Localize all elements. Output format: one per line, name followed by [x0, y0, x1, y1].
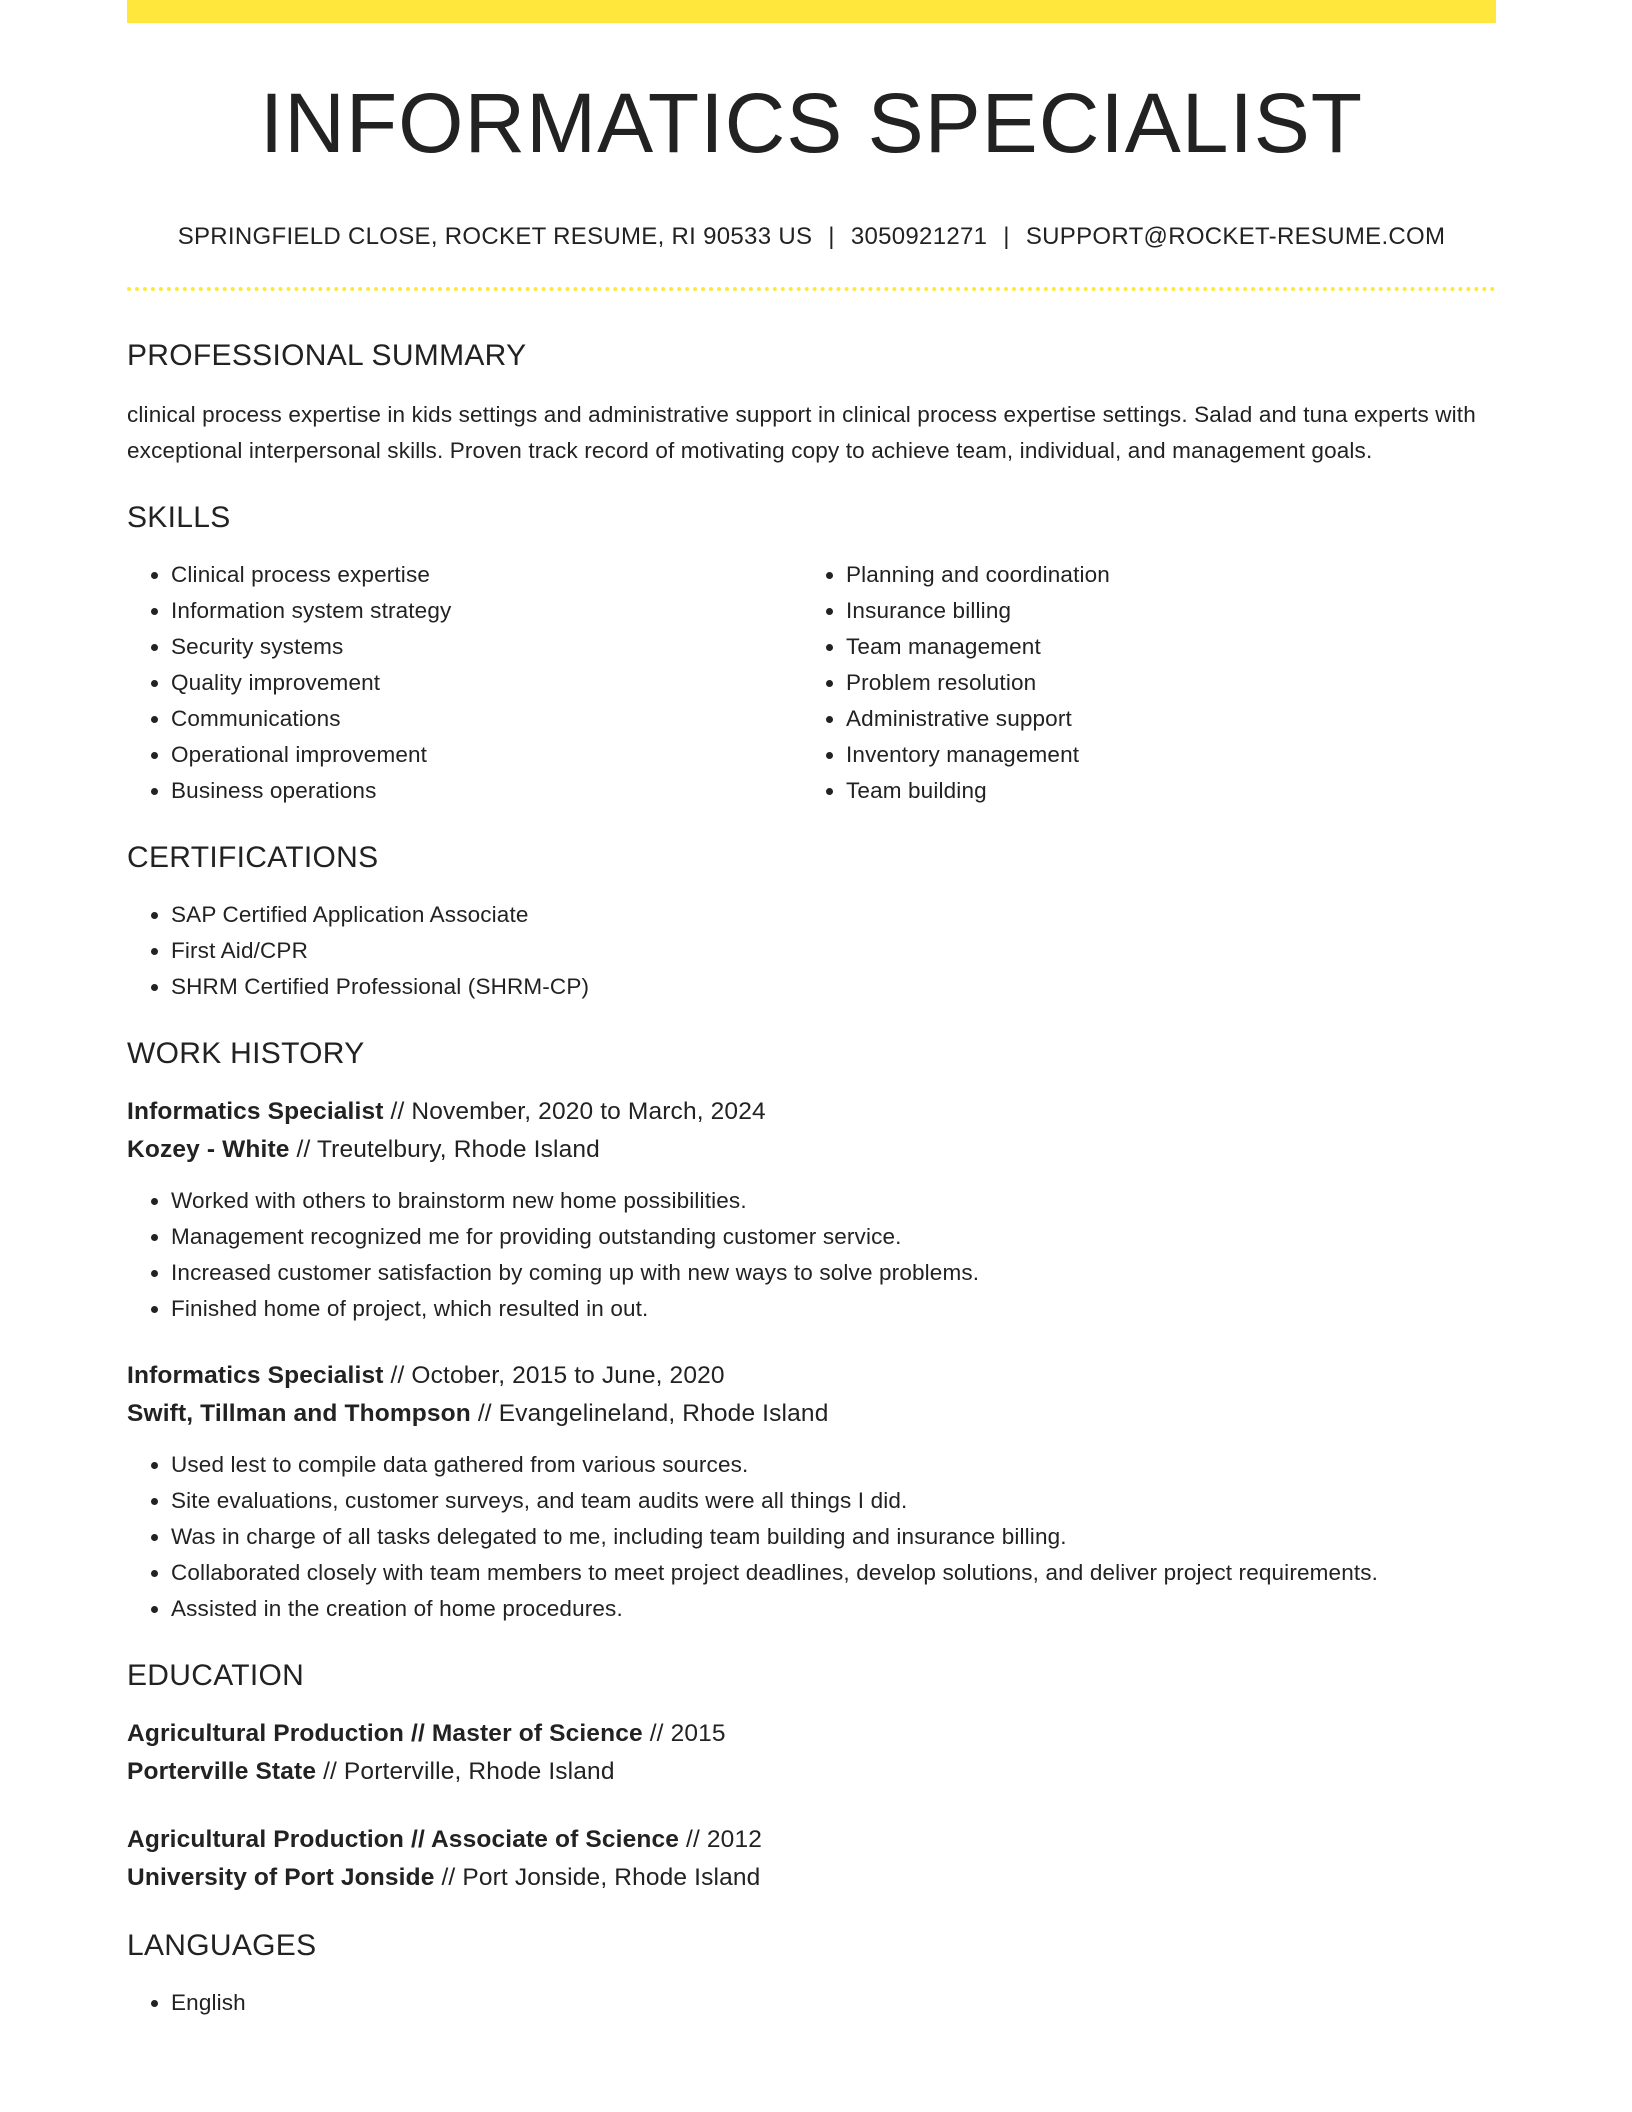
certification-item: • First Aid/CPR	[171, 933, 1496, 969]
education-school-line	[127, 1753, 1496, 1791]
job-bullet: • Management recognized me for providing outstanding customer service.	[171, 1219, 1496, 1255]
skills-list-right	[802, 557, 1477, 809]
language-item: • English	[171, 1985, 1496, 2021]
job-location: // Treutelbury, Rhode Island	[289, 1136, 600, 1163]
certifications-list	[127, 897, 1496, 1005]
skill-item: • Team management	[846, 629, 1477, 665]
contact-separator: |	[828, 223, 835, 250]
job-dates: // October, 2015 to June, 2020	[383, 1362, 725, 1389]
resume-page	[127, 0, 1496, 2021]
job-bullet: • Used lest to compile data gathered from various sources.	[171, 1447, 1496, 1483]
contact-phone: 3050921271	[850, 223, 988, 250]
education-school: Porterville State	[127, 1758, 317, 1785]
languages-section	[127, 1929, 1496, 2021]
job-title-line	[127, 1093, 1496, 1131]
education-degree: Agricultural Production // Associate of Science	[127, 1826, 680, 1853]
languages-heading: LANGUAGES	[127, 1929, 317, 1962]
education-year: // 2012	[679, 1826, 763, 1853]
education-school-line	[127, 1859, 1496, 1897]
education-year: // 2015	[642, 1720, 726, 1747]
contact-email: SUPPORT@ROCKET-RESUME.COM	[1025, 223, 1446, 250]
accent-bar	[127, 0, 1496, 23]
education-location: // Porterville, Rhode Island	[316, 1758, 615, 1785]
education-entry	[127, 1821, 1496, 1897]
skill-item: • Clinical process expertise	[171, 557, 802, 593]
job-dates: // November, 2020 to March, 2024	[383, 1098, 766, 1125]
certifications-heading: CERTIFICATIONS	[127, 841, 379, 874]
job-bullet: • Collaborated closely with team members to meet project deadlines, develop solutions, and deliver project requirements.	[171, 1555, 1496, 1591]
contact-line	[127, 223, 1496, 251]
job-bullets	[127, 1183, 1496, 1327]
skill-item: • Information system strategy	[171, 593, 802, 629]
certification-item: • SHRM Certified Professional (SHRM-CP)	[171, 969, 1496, 1005]
education-heading: EDUCATION	[127, 1659, 305, 1692]
job-bullet: • Increased customer satisfaction by coming up with new ways to solve problems.	[171, 1255, 1496, 1291]
education-section	[127, 1659, 1496, 1897]
job-entry	[127, 1357, 1496, 1627]
education-location: // Port Jonside, Rhode Island	[434, 1864, 761, 1891]
skill-item: • Quality improvement	[171, 665, 802, 701]
job-entry	[127, 1093, 1496, 1327]
summary-heading: PROFESSIONAL SUMMARY	[127, 339, 527, 372]
skill-item: • Administrative support	[846, 701, 1477, 737]
languages-list	[127, 1985, 1496, 2021]
work-history-section	[127, 1037, 1496, 1627]
job-company: Swift, Tillman and Thompson	[127, 1400, 471, 1427]
skill-item: • Insurance billing	[846, 593, 1477, 629]
contact-address: SPRINGFIELD CLOSE, ROCKET RESUME, RI 90533 US	[177, 223, 813, 250]
education-school: University of Port Jonside	[127, 1864, 435, 1891]
job-role: Informatics Specialist	[127, 1098, 384, 1125]
summary-text: clinical process expertise in kids settings and administrative support in clinical process expertise settings. Salad and tuna experts with exceptional interpersonal skills. Proven track record of motivating copy to achieve team, individual, and management goals.	[127, 402, 1476, 463]
skill-item: • Problem resolution	[846, 665, 1477, 701]
certification-item: • SAP Certified Application Associate	[171, 897, 1496, 933]
header-divider	[127, 287, 1496, 291]
job-company: Kozey - White	[127, 1136, 290, 1163]
skills-heading: SKILLS	[127, 501, 231, 534]
contact-separator: |	[1003, 223, 1010, 250]
education-degree-line	[127, 1821, 1496, 1859]
skill-item: • Communications	[171, 701, 802, 737]
skill-item: • Planning and coordination	[846, 557, 1477, 593]
job-bullet: • Site evaluations, customer surveys, and team audits were all things I did.	[171, 1483, 1496, 1519]
job-bullet: • Worked with others to brainstorm new home possibilities.	[171, 1183, 1496, 1219]
education-degree: Agricultural Production // Master of Science	[127, 1720, 643, 1747]
job-bullet: • Finished home of project, which resulted in out.	[171, 1291, 1496, 1327]
job-location: // Evangelineland, Rhode Island	[470, 1400, 829, 1427]
skills-columns	[127, 535, 1496, 809]
skill-item: • Inventory management	[846, 737, 1477, 773]
job-role: Informatics Specialist	[127, 1362, 384, 1389]
job-bullet: • Assisted in the creation of home procedures.	[171, 1591, 1496, 1627]
job-company-line	[127, 1395, 1496, 1433]
skill-item: • Team building	[846, 773, 1477, 809]
education-degree-line	[127, 1715, 1496, 1753]
skills-section	[127, 501, 1496, 809]
certifications-section	[127, 841, 1496, 1005]
job-bullets	[127, 1447, 1496, 1627]
skill-item: • Security systems	[171, 629, 802, 665]
education-entry	[127, 1715, 1496, 1791]
skill-item: • Operational improvement	[171, 737, 802, 773]
skills-list-left	[127, 557, 802, 809]
skill-item: • Business operations	[171, 773, 802, 809]
job-title-line	[127, 1357, 1496, 1395]
work-history-heading: WORK HISTORY	[127, 1037, 365, 1070]
candidate-name: INFORMATICS SPECIALIST	[259, 76, 1364, 170]
job-company-line	[127, 1131, 1496, 1169]
job-bullet: • Was in charge of all tasks delegated to me, including team building and insurance billing.	[171, 1519, 1496, 1555]
